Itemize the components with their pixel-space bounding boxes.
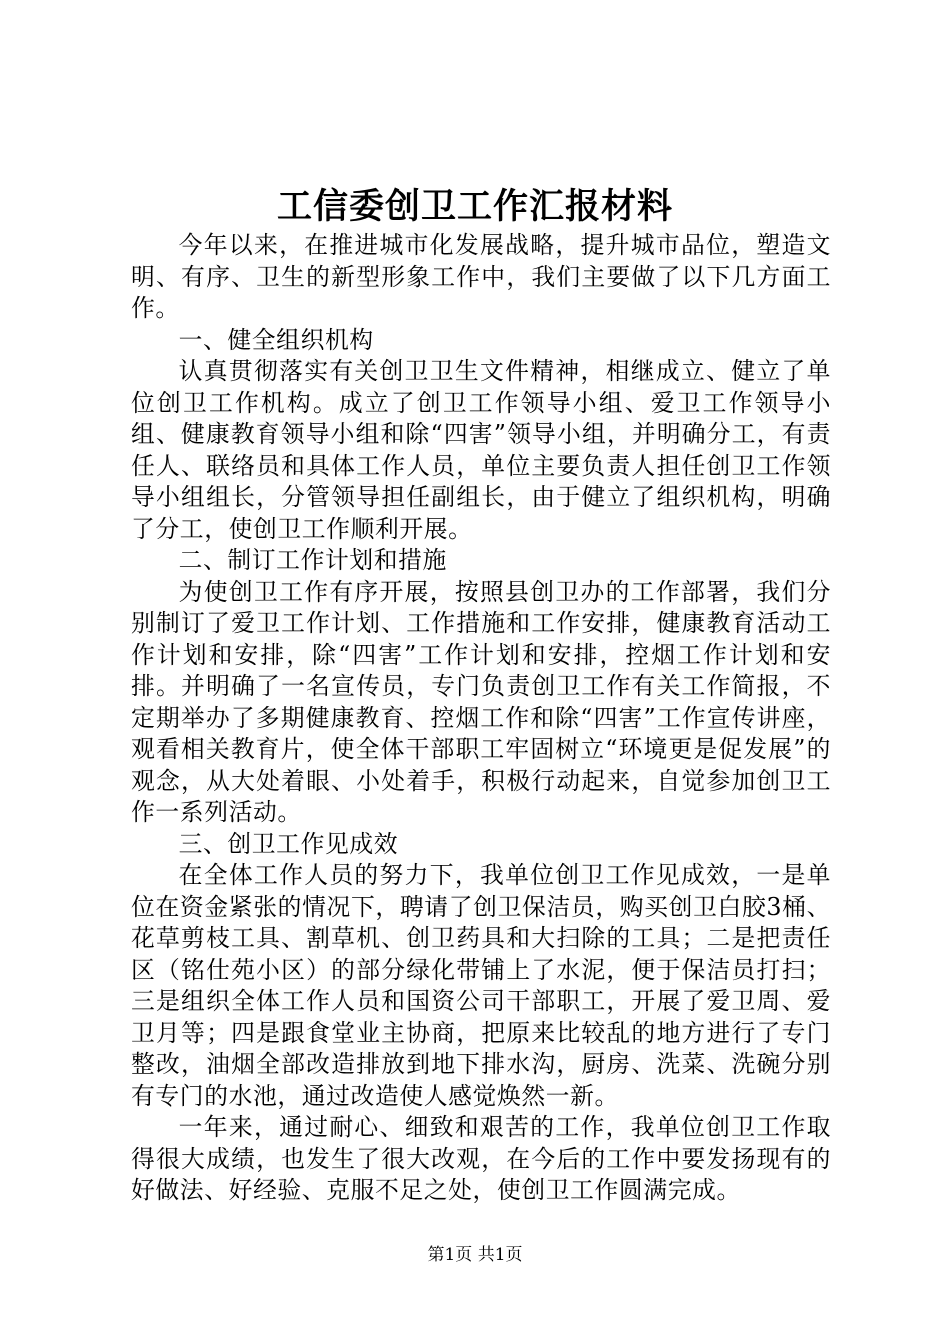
section-heading-2: 二、制订工作计划和措施 [178, 546, 447, 574]
paragraph-section-2: 为使创卫工作有序开展，按照县创卫办的工作部署，我们分别制订了爱卫工作计划、工作措施和工作安排，健康教育活动工作计划和安排，除“四害”工作计划和安排，控烟工作计划和安排。并明确了一名宣传员，专门负责创卫工作有关工作简报，不定期举办了多期健康教育、控烟工作和除“四害”工作宣传讲座，观看相关教育片，使全体干部职工牢固树立“环境更是促发展”的观念，从大处着眼、小处着手，积极行动起来，自觉参加创卫工作一系列活动。 [131, 577, 831, 826]
page-number-footer: 第1页 共1页 [427, 1245, 523, 1265]
paragraph-section-3: 在全体工作人员的努力下，我单位创卫工作见成效，一是单位在资金紧张的情况下，聘请了创卫保洁员，购买创卫白胶3桶、花草剪枝工具、割草机、创卫药具和大扫除的工具；二是把责任区（铭仕苑小区）的部分绿化带铺上了水泥，便于保洁员打扫；三是组织全体工作人员和国资公司干部职工，开展了爱卫周、爱卫月等；四是跟食堂业主协商，把原来比较乱的地方进行了专门整改，油烟全部改造排放到地下排水沟，厨房、洗菜、洗碗分别有专门的水池，通过改造使人感觉焕然一新。 [131, 861, 831, 1110]
paragraph-intro: 今年以来，在推进城市化发展战略，提升城市品位，塑造文明、有序、卫生的新型形象工作中，我们主要做了以下几方面工作。 [131, 231, 831, 322]
paragraph-section-1: 认真贯彻落实有关创卫卫生文件精神，相继成立、健立了单位创卫工作机构。成立了创卫工作领导小组、爱卫工作领导小组、健康教育领导小组和除“四害”领导小组，并明确分工，有责任人、联络员和具体工作人员，单位主要负责人担任创卫工作领导小组组长，分管领导担任副组长，由于健立了组织机构，明确了分工，使创卫工作顺利开展。 [131, 357, 831, 543]
document-body [131, 230, 831, 1207]
section-heading-3: 三、创卫工作见成效 [178, 829, 399, 858]
document-title: 工信委创卫工作汇报材料 [276, 186, 673, 227]
paragraph-conclusion: 一年来，通过耐心、细致和艰苦的工作，我单位创卫工作取得很大成绩，也发生了很大改观，在今后的工作中要发扬现有的好做法、好经验、克服不足之处，使创卫工作圆满完成。 [131, 1113, 831, 1204]
section-heading-1: 一、健全组织机构 [178, 325, 374, 354]
